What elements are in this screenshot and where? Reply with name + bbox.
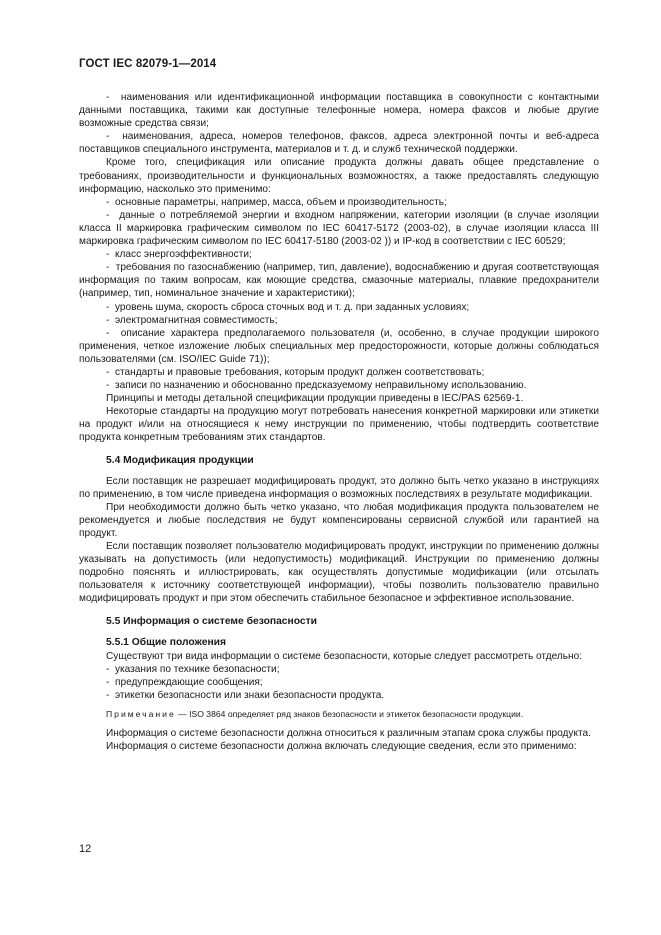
- paragraph: Если поставщик позволяет пользователю модифицировать продукт, инструкции по применению должны указывать на допустимость (или недопустимость) модификаций. Инструкции по применению должны подробно пояснять и иллюстрировать, как осуществлять допустимые модификации (или отсылать пользователя к источнику соответствующей информации), чтобы позволить пользователю правильно модифицировать продукт и при этом обеспечить стабильное безопасное и эффективное использование.: [79, 541, 599, 605]
- note: [79, 708, 599, 721]
- list-item: - предупреждающие сообщения;: [79, 676, 599, 689]
- list-item: - наименования, адреса, номеров телефонов, факсов, адреса электронной почты и веб-адреса поставщиков специального инструмента, материалов и т. д. и служб технической поддержки.: [79, 130, 599, 156]
- list-item: - стандарты и правовые требования, которым продукт должен соответствовать;: [79, 366, 599, 379]
- list-item: - требования по газоснабжению (например, тип, давление), водоснабжению и другая соответствующая информация по таким вопросам, как моющие средства, смазочные материалы, плавкие предохранители (например, тип, номинальное значение и характеристики);: [79, 261, 599, 300]
- document-body: [79, 91, 599, 753]
- list-item: - уровень шума, скорость сброса сточных вод и т. д. при заданных условиях;: [79, 301, 599, 314]
- document-header: ГОСТ IEC 82079-1—2014: [79, 58, 217, 70]
- note-text: — ISO 3864 определяет ряд знаков безопасности и этикеток безопасности продукции.: [175, 709, 524, 720]
- list-item: - основные параметры, например, масса, объем и производительность;: [79, 196, 599, 209]
- list-item: - электромагнитная совместимость;: [79, 314, 599, 327]
- paragraph: Существуют три вида информации о системе безопасности, которые следует рассмотреть отдельно:: [106, 650, 583, 662]
- section-heading: 5.5 Информация о системе безопасности: [106, 615, 318, 627]
- list-item: - данные о потребляемой энергии и входном напряжении, категории изоляции (в случае изоляции класса II маркировка графическим символом по IEC 60417-5172 (2003-02), в случае изоляции класса III маркировка графическим символом по IEC 60417-5180 (2003-02 )) и IP-код в соответствии с IEC 60529;: [79, 209, 599, 248]
- list-item: - описание характера предполагаемого пользователя (и, особенно, в случае продукции широкого применения, четкое изложение любых специальных мер предосторожности, которые должны соблюдаться пользователями (см. ISO/IEC Guide 71));: [79, 327, 599, 366]
- subsection-heading: 5.5.1 Общие положения: [106, 636, 226, 648]
- paragraph: Кроме того, спецификация или описание продукта должны давать общее представление о требованиях, производительности и функциональных возможностях, а также предоставлять следующую информацию, насколько это применимо:: [79, 157, 599, 195]
- paragraph: Некоторые стандарты на продукцию могут потребовать нанесения конкретной маркировки или этикетки на продукт и/или на относящиеся к нему инструкции по применению, чтобы подтвердить соответствие продукта конкретным требованиям этих стандартов.: [79, 406, 599, 444]
- list-item: - класс энергоэффективности;: [79, 248, 599, 261]
- section-heading: 5.4 Модификация продукции: [106, 454, 254, 466]
- paragraph: Принципы и методы детальной спецификации продукции приведены в IEC/PAS 62569-1.: [106, 393, 524, 405]
- paragraph: Информация о системе безопасности должна включать следующие сведения, если это применимо:: [106, 741, 577, 753]
- list-item: - наименования или идентификационной информации поставщика в совокупности с контактными данными поставщика, такими как доступные телефонные номера, номера факсов и любые другие возможные средства связи;: [79, 91, 599, 130]
- list-item: - указания по технике безопасности;: [79, 663, 599, 676]
- paragraph: Если поставщик не разрешает модифицировать продукт, это должно быть четко указано в инструкциях по применению, в том числе приведена информация о возможных последствиях в результате модификации.: [79, 475, 599, 500]
- list-item: - записи по назначению и обоснованно предсказуемому неправильному использованию.: [79, 379, 599, 392]
- page-number: 12: [79, 843, 92, 855]
- note-label: Примечание: [106, 709, 176, 720]
- paragraph: При необходимости должно быть четко указано, что любая модификация продукта пользователем не рекомендуется и любые последствия не будут компенсированы сервисной службой или гарантией на продукт.: [79, 501, 599, 539]
- paragraph: Информация о системе безопасности должна относиться к различным этапам срока службы продукта.: [106, 728, 591, 740]
- list-item: - этикетки безопасности или знаки безопасности продукта.: [79, 689, 599, 702]
